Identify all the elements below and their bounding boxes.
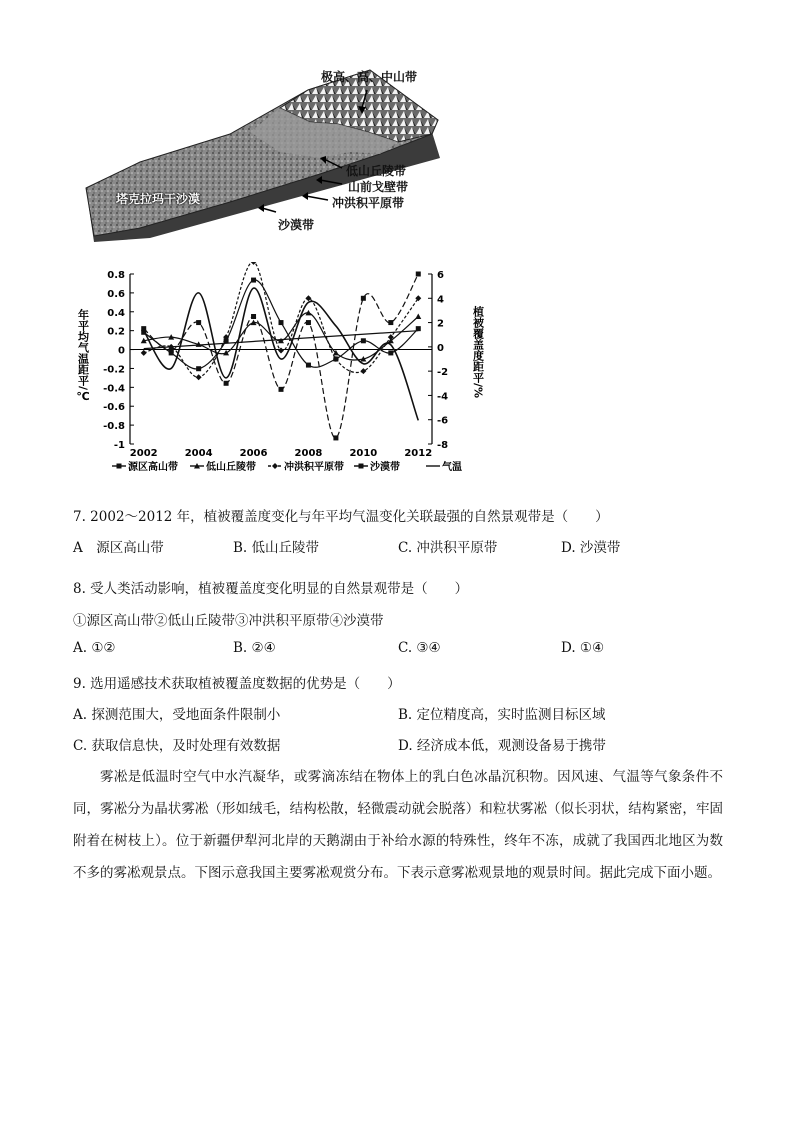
series-4-point [196, 320, 201, 325]
q7-option-b[interactable]: B. 低山丘陵带 [233, 540, 320, 556]
x-tick-label: 2006 [239, 448, 268, 459]
left-tick-label: 0.4 [107, 307, 125, 319]
series-4-line [144, 274, 419, 438]
series-4-point [306, 320, 311, 325]
right-tick-label: -2 [437, 367, 449, 379]
q7-stem: 7. 2002～2012 年，植被覆盖度变化与年平均气温变化关联最强的自然景观带是（ ） [73, 509, 609, 525]
label-taklamakan: 塔克拉玛干沙漠 [116, 192, 201, 206]
x-tick-label: 2012 [404, 448, 433, 459]
series-5-line [144, 288, 419, 420]
x-tick-label: 2010 [349, 448, 378, 459]
label-high-mountain-belt: 极高、高、中山带 [321, 70, 418, 84]
legend-marker [359, 464, 364, 469]
left-tick-label: -0.2 [103, 364, 125, 376]
q8-option-c[interactable]: C. ③④ [398, 640, 441, 656]
q8-items: ①源区高山带②低山丘陵带③冲洪积平原带④沙漠带 [73, 613, 384, 629]
series-3-point [360, 368, 366, 374]
legend-label: 冲洪积平原带 [284, 462, 344, 473]
q8-stem: 8. 受人类活动影响，植被覆盖度变化明显的自然景观带是（ ） [73, 581, 469, 597]
series-4-point [224, 381, 229, 386]
left-tick-label: 0.8 [107, 270, 125, 281]
right-tick-label: -6 [437, 415, 449, 427]
series-3-point [305, 295, 311, 301]
left-tick-label: -0.6 [103, 402, 125, 414]
vegetation-temperature-chart [72, 262, 492, 484]
right-tick-label: 0 [437, 342, 444, 354]
series-4-point [388, 320, 393, 325]
right-tick-label: 6 [437, 270, 444, 281]
legend-marker [117, 464, 122, 469]
right-tick-label: -8 [437, 440, 449, 451]
series-4-point [361, 296, 366, 301]
series-1-point [361, 338, 366, 343]
q8-option-a[interactable]: A. ①② [73, 640, 116, 656]
label-desert-belt: 沙漠带 [278, 218, 315, 232]
series-4-point [141, 326, 146, 331]
label-low-hill-belt: 低山丘陵带 [346, 164, 407, 178]
legend-label: 沙漠带 [370, 462, 400, 473]
series-3-line [144, 262, 419, 377]
series-1-point [279, 320, 284, 325]
q8-option-b[interactable]: B. ②④ [233, 640, 276, 656]
legend-label: 气温 [442, 462, 462, 473]
label-alluvial-plain-belt: 冲洪积平原带 [332, 196, 405, 210]
legend-label: 源区高山带 [128, 462, 178, 473]
series-4-point [251, 314, 256, 319]
q8-option-d[interactable]: D. ①④ [561, 640, 605, 656]
terrain-illustration [80, 62, 460, 248]
legend-label: 低山丘陵带 [206, 462, 256, 473]
q9-option-c[interactable]: C. 获取信息快，及时处理有效数据 [73, 738, 281, 754]
q7-option-c[interactable]: C. 冲洪积平原带 [398, 540, 498, 556]
right-tick-label: 2 [437, 318, 444, 330]
right-axis-title: 植被覆盖度距平/% [471, 305, 485, 399]
q9-option-a[interactable]: A. 探测范围大，受地面条件限制小 [73, 707, 281, 723]
series-4-point [416, 272, 421, 277]
q7-option-d[interactable]: D. 沙漠带 [561, 540, 621, 556]
left-tick-label: 0.6 [107, 288, 125, 300]
series-3-point [141, 350, 147, 356]
terrain-diagram [80, 62, 460, 248]
x-tick-label: 2004 [184, 448, 213, 459]
right-tick-label: 4 [437, 294, 444, 306]
q9-stem: 9. 选用遥感技术获取植被覆盖度数据的优势是（ ） [73, 676, 401, 692]
left-tick-label: 0 [118, 345, 125, 357]
left-tick-label: -0.8 [103, 421, 125, 433]
series-3-point [196, 374, 202, 380]
x-tick-label: 2002 [129, 448, 158, 459]
series-1-point [196, 366, 201, 371]
right-tick-label: -4 [437, 391, 449, 403]
legend-marker [272, 463, 278, 469]
q9-option-b[interactable]: B. 定位精度高，实时监测目标区域 [398, 707, 606, 723]
series-1-point [306, 363, 311, 368]
series-4-point [279, 387, 284, 392]
series-4-point [169, 348, 174, 353]
series-4-point [333, 435, 338, 440]
x-tick-label: 2008 [294, 448, 323, 459]
left-axis-title: 年平均气温距平/℃ [76, 308, 90, 404]
q7-option-a[interactable]: A 源区高山带 [73, 540, 164, 556]
left-tick-label: -0.4 [103, 383, 125, 395]
left-tick-label: -1 [113, 440, 125, 451]
label-gobi-belt: 山前戈壁带 [348, 180, 409, 194]
series-2-point [223, 350, 229, 356]
series-1-point [251, 278, 256, 283]
chart-svg [72, 262, 492, 484]
series-1-point [388, 350, 393, 355]
rime-passage: 雾凇是低温时空气中水汽凝华，或雾滴冻结在物体上的乳白色冰晶沉积物。因风速、气温等气象条件不同，雾凇分为晶状雾凇（形如绒毛，结构松散，轻微震动就会脱落）和粒状雾凇（似长羽状，结构紧密，牢固附着在树枝上）。位于新疆伊犁河北岸的天鹅湖由于补给水源的特殊性，终年不冻，成就了我国西北地区为数不多的雾凇观景点。下图示意我国主要雾凇观赏分布。下表示意雾凇观景地的观景时间。据此完成下面小题。 [73, 769, 723, 881]
q9-option-d[interactable]: D. 经济成本低，观测设备易于携带 [398, 738, 606, 754]
series-2-point [415, 314, 421, 320]
left-tick-label: 0.2 [107, 326, 125, 338]
